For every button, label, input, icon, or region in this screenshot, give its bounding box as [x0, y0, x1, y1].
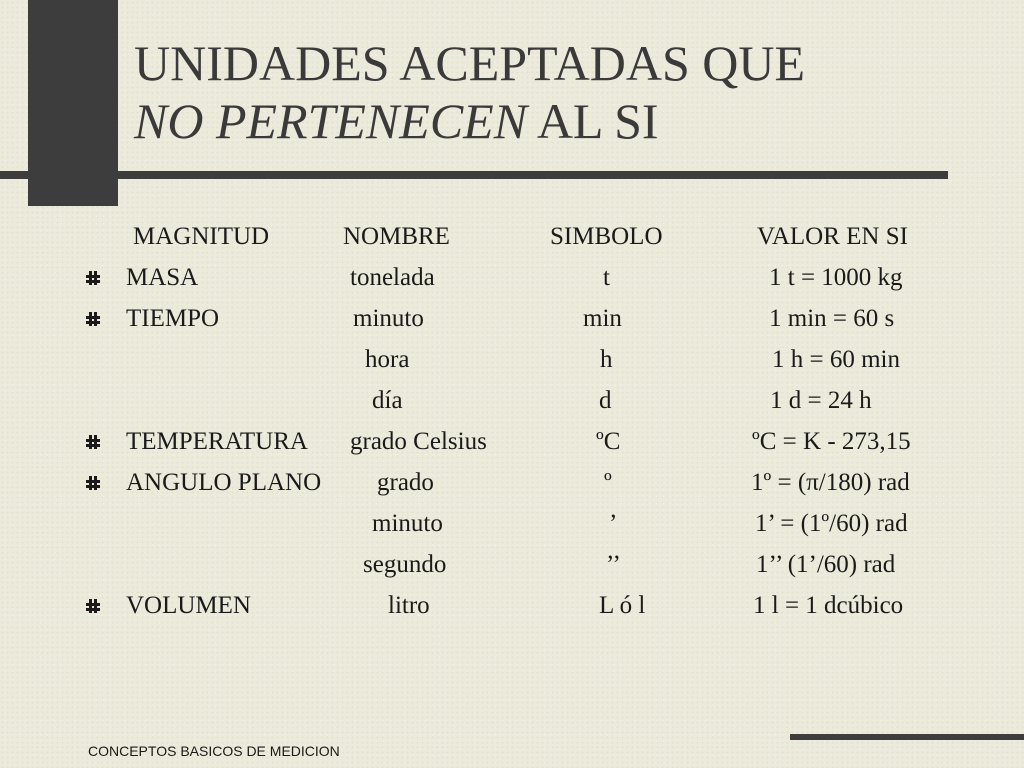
row-valor: 1º = (π/180) rad: [751, 469, 910, 496]
row-simbolo: ’’: [606, 551, 621, 578]
row-valor: ºC = K - 273,15: [752, 428, 911, 455]
table-row: [0, 507, 1024, 541]
hash-bullet-icon: [86, 599, 100, 613]
row-magnitud: TEMPERATURA: [126, 428, 308, 455]
row-magnitud: TIEMPO: [126, 305, 220, 332]
table-row: [0, 425, 1024, 459]
row-simbolo: ºC: [596, 428, 621, 455]
row-nombre: grado: [377, 469, 434, 496]
table-row: [0, 589, 1024, 623]
header-simbolo: SIMBOLO: [550, 223, 663, 250]
row-nombre: litro: [388, 592, 430, 619]
row-nombre: minuto: [372, 510, 443, 537]
title-line-2-rest: AL SI: [527, 93, 659, 149]
row-simbolo: t: [603, 264, 610, 291]
row-simbolo: min: [583, 305, 622, 332]
table-row: [0, 261, 1024, 295]
row-nombre: segundo: [363, 551, 447, 578]
row-nombre: tonelada: [350, 264, 435, 291]
table-row: [0, 343, 1024, 377]
title-line-1: UNIDADES ACEPTADAS QUE: [134, 35, 806, 91]
row-valor: 1 min = 60 s: [769, 305, 895, 332]
table-row: [0, 548, 1024, 582]
row-valor: 1’ = (1º/60) rad: [755, 510, 908, 537]
row-magnitud: VOLUMEN: [126, 592, 251, 619]
row-simbolo: d: [599, 387, 612, 414]
row-magnitud: MASA: [126, 264, 199, 291]
row-simbolo: º: [604, 469, 612, 496]
hash-bullet-icon: [86, 435, 100, 449]
row-nombre: hora: [365, 346, 410, 373]
row-simbolo: h: [600, 346, 613, 373]
row-valor: 1 t = 1000 kg: [769, 264, 903, 291]
row-valor: 1 h = 60 min: [772, 346, 900, 373]
table-row: [0, 302, 1024, 336]
row-valor: 1 l = 1 dcúbico: [753, 592, 904, 619]
row-nombre: día: [372, 387, 403, 414]
header-valor: VALOR EN SI: [757, 223, 908, 250]
title-line-2-italic: NO PERTENECEN: [134, 93, 528, 149]
table-header: [0, 220, 1024, 254]
hash-bullet-icon: [86, 271, 100, 285]
footer-divider: [790, 734, 1024, 740]
table-row: [0, 384, 1024, 418]
row-valor: 1’’ (1’/60) rad: [756, 551, 896, 578]
title-divider: [0, 171, 948, 179]
table-row: [0, 466, 1024, 500]
header-magnitud: MAGNITUD: [133, 223, 270, 250]
header-nombre: NOMBRE: [343, 223, 450, 250]
hash-bullet-icon: [86, 312, 100, 326]
hash-bullet-icon: [86, 476, 100, 490]
row-simbolo: ’: [609, 510, 618, 537]
row-simbolo: L ó l: [599, 592, 646, 619]
slide-title: [134, 34, 805, 150]
row-magnitud: ANGULO PLANO: [126, 469, 322, 496]
row-nombre: minuto: [353, 305, 424, 332]
slide-footer: CONCEPTOS BASICOS DE MEDICION: [88, 743, 340, 759]
row-valor: 1 d = 24 h: [770, 387, 872, 414]
row-nombre: grado Celsius: [350, 428, 487, 455]
